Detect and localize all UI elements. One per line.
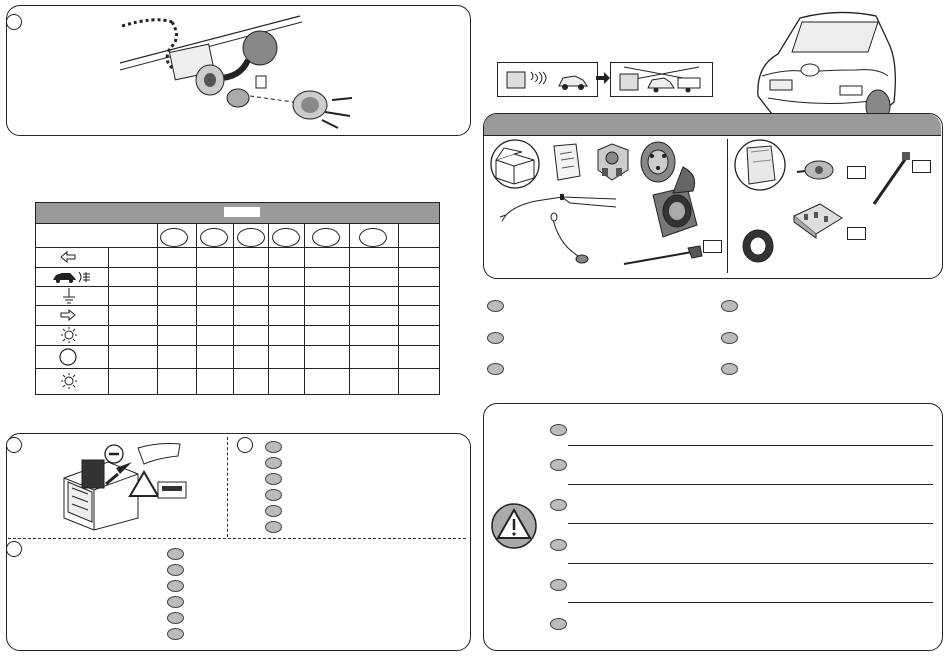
step-marker-battery-list	[237, 437, 253, 453]
legend-left-marker-2	[487, 332, 504, 344]
warning-rule-3	[568, 523, 933, 524]
legend-left-marker-1	[487, 300, 504, 312]
part-tag-4	[847, 227, 866, 240]
grommet-clip-icon	[795, 158, 837, 182]
connector-block-icon	[790, 200, 846, 240]
left-arrow-icon	[60, 251, 76, 263]
car-side-lights-icon	[52, 270, 92, 284]
battery-step-marker-5	[265, 505, 282, 517]
towbar-illustration	[110, 8, 370, 133]
battery-step-marker-3	[265, 473, 282, 485]
pin-oval-4	[272, 228, 300, 247]
ground-icon	[62, 288, 76, 304]
wiring-harness-icon	[496, 185, 626, 270]
cable-tie-icon	[870, 150, 914, 208]
kit-contents-header	[484, 114, 941, 136]
battery-disconnect-illustration	[58, 438, 198, 530]
pin-oval-1	[160, 228, 188, 247]
rubber-seal-icon	[741, 228, 775, 264]
warning-step-marker-5	[550, 579, 567, 591]
pin-oval-2	[200, 228, 228, 247]
part-tag-3	[912, 160, 931, 173]
warning-rule-4	[568, 563, 933, 564]
sun-lamp-icon	[60, 327, 78, 343]
warning-rule-2	[568, 484, 933, 485]
lower-step-marker-1	[167, 548, 184, 560]
bolt-icon	[622, 246, 706, 268]
legend-right-marker-2	[721, 332, 738, 344]
wiring-table-header	[36, 203, 439, 224]
warning-rule-5	[568, 602, 933, 603]
step-marker-towbar	[6, 14, 22, 30]
instructions-sheet-icon	[552, 142, 582, 182]
legend-right-marker-3	[721, 363, 738, 375]
warning-step-marker-1	[550, 424, 567, 436]
legend-right-marker-1	[721, 300, 738, 312]
lower-step-marker-5	[167, 612, 184, 624]
protective-bag-icon	[733, 138, 787, 192]
car-illustration	[748, 6, 898, 130]
wiring-table-title	[224, 207, 260, 217]
lower-step-marker-4	[167, 596, 184, 608]
battery-step-marker-2	[265, 457, 282, 469]
wiring-table	[35, 202, 440, 395]
battery-divider-vertical	[227, 437, 228, 537]
kit-box-icon	[486, 138, 544, 190]
battery-step-marker-6	[265, 521, 282, 533]
right-arrow-icon	[60, 309, 76, 321]
lower-step-marker-6	[167, 628, 184, 640]
warning-rule-1	[568, 445, 933, 446]
battery-divider-horizontal	[8, 538, 466, 539]
lower-step-marker-3	[167, 580, 184, 592]
circle-icon	[58, 348, 78, 366]
pin-oval-3	[237, 228, 265, 247]
part-tag-2	[847, 166, 866, 179]
warning-step-marker-6	[550, 618, 567, 630]
kit-divider	[727, 139, 728, 273]
warning-step-marker-2	[550, 459, 567, 471]
warning-step-marker-4	[550, 539, 567, 551]
pin-oval-6	[359, 228, 387, 247]
step-marker-lower-list	[6, 541, 22, 557]
trailer-crossed-illustration	[614, 64, 709, 94]
warnings-frame	[483, 403, 943, 651]
car-signal-illustration	[503, 68, 593, 92]
legend-left-marker-3	[487, 363, 504, 375]
connector-housing-icon	[592, 140, 634, 184]
sun-lamp-icon	[60, 373, 78, 389]
warning-icon	[490, 502, 538, 550]
warning-step-marker-3	[550, 499, 567, 511]
battery-step-marker-4	[265, 489, 282, 501]
arrow-right-icon	[596, 72, 610, 84]
lower-step-marker-2	[167, 564, 184, 576]
battery-step-marker-1	[265, 441, 282, 453]
step-marker-battery	[6, 437, 22, 453]
pin-oval-5	[312, 228, 340, 247]
socket-icon	[643, 165, 703, 247]
